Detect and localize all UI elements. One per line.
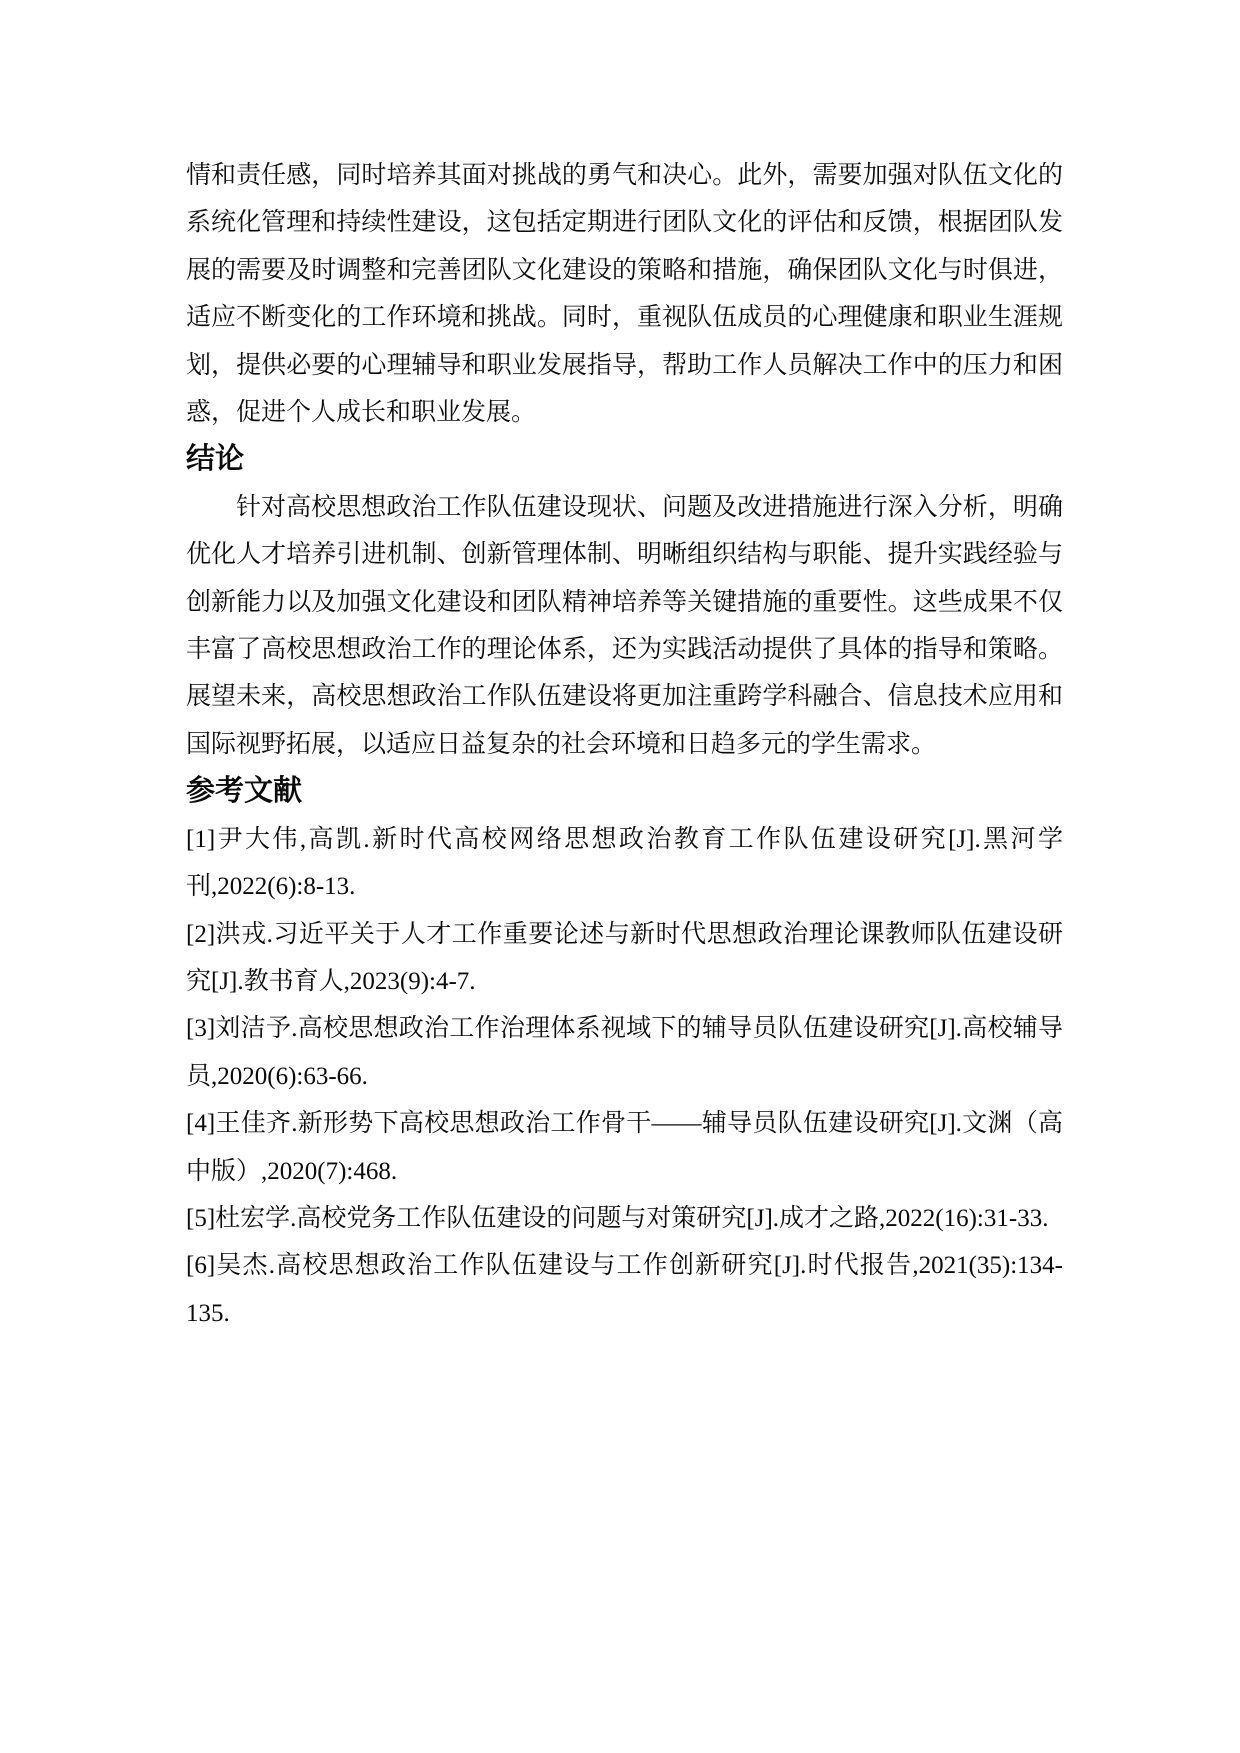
reference-item-2: [2]洪戎.习近平关于人才工作重要论述与新时代思想政治理论课教师队伍建设研究[J].教书育人,2023(9):4-7. (186, 920, 1063, 995)
reference-item-1: [1]尹大伟,高凯.新时代高校网络思想政治教育工作队伍建设研究[J].黑河学刊,2022(6):8-13. (186, 825, 1063, 901)
heading-conclusion: 结论 (186, 443, 245, 476)
reference-item-5: [5]杜宏学.高校党务工作队伍建设的问题与对策研究[J].成才之路,2022(16):31-33. (186, 1204, 1049, 1232)
reference-item-4: [4]王佳齐.新形势下高校思想政治工作骨干——辅导员队伍建设研究[J].文渊（高中版）,2020(7):468. (186, 1110, 1063, 1185)
document-body (186, 152, 1063, 1337)
heading-references: 参考文献 (186, 775, 303, 808)
paragraph-conclusion: 针对高校思想政治工作队伍建设现状、问题及改进措施进行深入分析，明确优化人才培养引进机制、创新管理体制、明晰组织结构与职能、提升实践经验与创新能力以及加强文化建设和团队精神培养等关键措施的重要性。这些成果不仅丰富了高校思想政治工作的理论体系，还为实践活动提供了具体的指导和策略。展望未来，高校思想政治工作队伍建设将更加注重跨学科融合、信息技术应用和国际视野拓展，以适应日益复杂的社会环境和日趋多元的学生需求。 (186, 493, 1063, 758)
reference-item-3: [3]刘洁予.高校思想政治工作治理体系视域下的辅导员队伍建设研究[J].高校辅导员,2020(6):63-66. (186, 1015, 1063, 1090)
paragraph-continuation: 情和责任感，同时培养其面对挑战的勇气和决心。此外，需要加强对队伍文化的系统化管理和持续性建设，这包括定期进行团队文化的评估和反馈，根据团队发展的需要及时调整和完善团队文化建设的策略和措施，确保团队文化与时俱进，适应不断变化的工作环境和挑战。同时，重视队伍成员的心理健康和职业生涯规划，提供必要的心理辅导和职业发展指导，帮助工作人员解决工作中的压力和困惑，促进个人成长和职业发展。 (186, 162, 1063, 427)
reference-item-6: [6]吴杰.高校思想政治工作队伍建设与工作创新研究[J].时代报告,2021(35):134-135. (186, 1252, 1063, 1327)
